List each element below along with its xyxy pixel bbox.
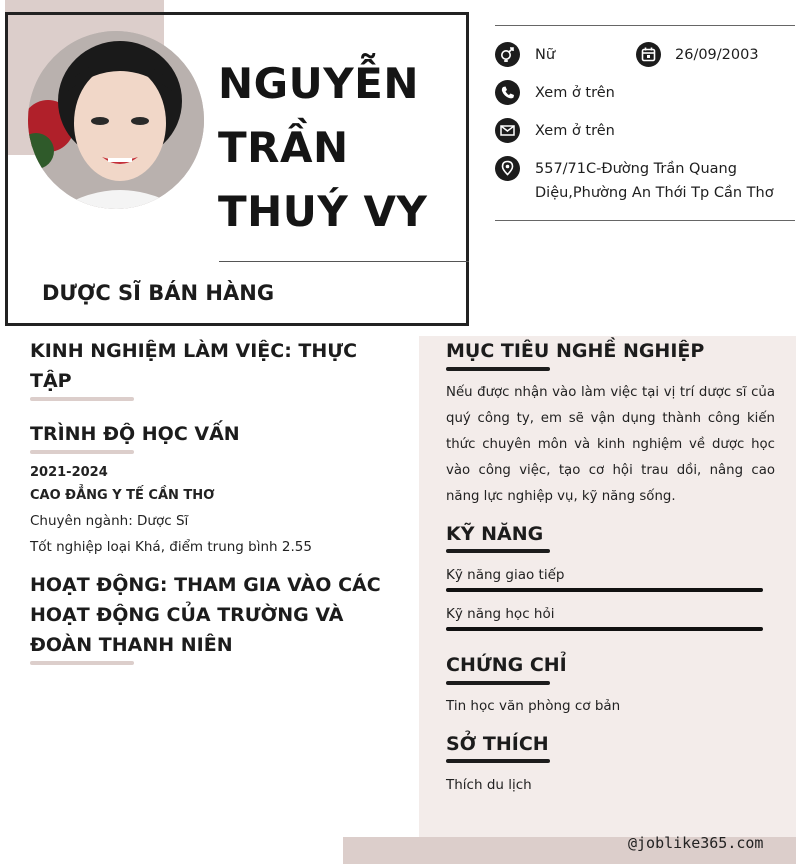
education-major: Chuyên ngành: Dược Sĩ [30,513,189,529]
objective-underline [446,367,550,371]
skill-bar [446,627,763,631]
site-watermark: @joblike365.com [628,834,764,852]
skill-label: Kỹ năng học hỏi [446,606,555,622]
job-title: DƯỢC SĨ BÁN HÀNG [42,281,275,305]
location-icon [495,156,520,181]
skill-bar [446,588,763,592]
experience-underline [30,397,134,401]
name-line-1: NGUYỄN [218,59,419,108]
skills-underline [446,549,550,553]
certificates-underline [446,681,550,685]
hobbies-title: SỞ THÍCH [446,733,549,755]
certificates-title: CHỨNG CHỈ [446,654,567,676]
education-school: CAO ĐẲNG Y TẾ CẦN THƠ [30,488,215,503]
skill-label: Kỹ năng giao tiếp [446,567,565,583]
name-line-3: THUÝ VY [218,187,428,236]
experience-title-line-1: KINH NGHIỆM LÀM VIỆC: THỰC [30,340,358,362]
objective-title: MỤC TIÊU NGHỀ NGHIỆP [446,340,705,362]
phone-value: Xem ở trên [535,85,615,101]
email-value: Xem ở trên [535,123,615,139]
education-years: 2021-2024 [30,465,108,480]
objective-text: Nếu được nhận vào làm việc tại vị trí dược sĩ của quý công ty, em sẽ vận dụng thành công kiến thức chuyên môn và kinh nghiệm về dược học vào công việc, tạo cơ hội trau dồi, nâng cao năng lực nghiệp vụ, kỹ năng sống. [446,385,775,504]
contact-top-divider [495,25,795,26]
phone-icon [495,80,520,105]
hobbies-underline [446,759,550,763]
education-title: TRÌNH ĐỘ HỌC VẤN [30,423,240,445]
header-card [5,12,469,326]
skill-bar-fill [446,588,763,592]
mail-icon [495,118,520,143]
gender-icon [495,42,520,67]
skills-title: KỸ NĂNG [446,523,544,545]
birthdate-value: 26/09/2003 [675,47,759,63]
name-line-2: TRẦN [218,123,349,172]
education-underline [30,450,134,454]
experience-title-line-2: TẬP [30,370,72,392]
calendar-icon [636,42,661,67]
activities-title-line-1: HOẠT ĐỘNG: THAM GIA VÀO CÁC [30,574,381,596]
certificate-item: Tin học văn phòng cơ bản [446,698,621,714]
portrait-photo [28,31,204,209]
activities-title-line-2: HOẠT ĐỘNG CỦA TRƯỜNG VÀ [30,604,344,626]
activities-underline [30,661,134,665]
name-divider [219,261,469,262]
hobby-item: Thích du lịch [446,777,532,793]
activities-title-line-3: ĐOÀN THANH NIÊN [30,634,233,656]
address-line-1: 557/71C-Đường Trần Quang [535,161,737,177]
gender-value: Nữ [535,47,556,63]
contact-bottom-divider [495,220,795,221]
education-result: Tốt nghiệp loại Khá, điểm trung bình 2.55 [30,539,312,555]
skill-bar-fill [446,627,763,631]
address-line-2: Diệu,Phường An Thới Tp Cần Thơ [535,185,774,201]
avatar [28,31,204,209]
